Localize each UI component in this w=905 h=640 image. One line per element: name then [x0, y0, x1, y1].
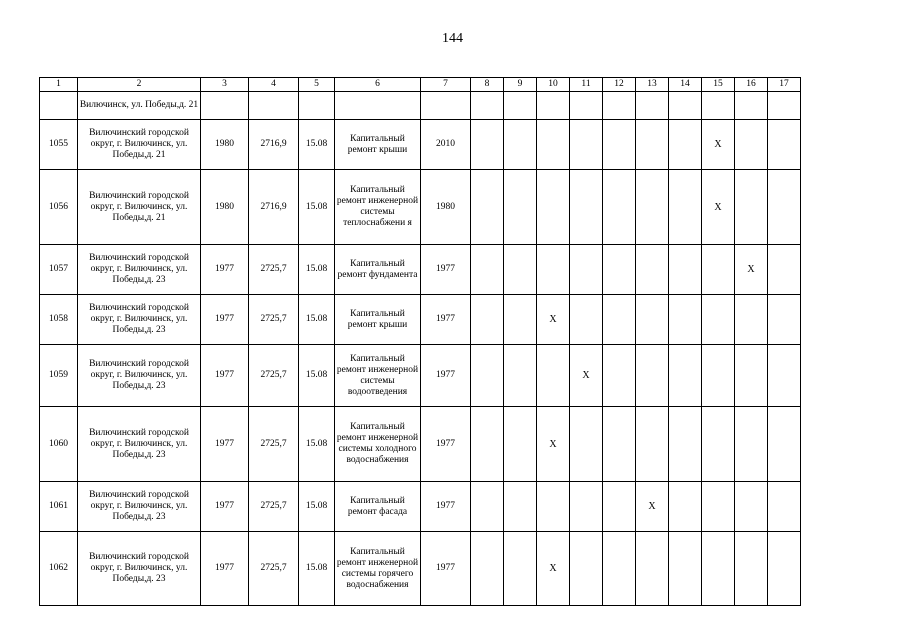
empty-cell [537, 482, 570, 532]
empty-cell [669, 407, 702, 482]
empty-cell [735, 295, 768, 345]
empty-cell [768, 295, 801, 345]
year-cell: 1977 [421, 345, 471, 407]
empty-cell [471, 295, 504, 345]
empty-cell [636, 92, 669, 120]
empty-cell [570, 407, 603, 482]
year-cell: 1977 [421, 407, 471, 482]
row-number-cell: 1059 [40, 345, 78, 407]
table-row [40, 120, 801, 170]
column-number-cell: 7 [421, 78, 471, 92]
build-year-cell: 1977 [201, 295, 249, 345]
empty-cell [768, 532, 801, 606]
column-number-cell: 16 [735, 78, 768, 92]
row-number-cell: 1060 [40, 407, 78, 482]
empty-cell [636, 170, 669, 245]
x-mark-cell: X [537, 407, 570, 482]
empty-cell [471, 482, 504, 532]
empty-cell [504, 407, 537, 482]
row-number-cell: 1062 [40, 532, 78, 606]
row-number-cell: 1056 [40, 170, 78, 245]
column-number-cell: 3 [201, 78, 249, 92]
year-cell: 1977 [421, 295, 471, 345]
table-row [40, 482, 801, 532]
column-number-cell: 8 [471, 78, 504, 92]
work-type-cell [335, 92, 421, 120]
year-cell: 1980 [421, 170, 471, 245]
code-cell [299, 92, 335, 120]
empty-cell [471, 92, 504, 120]
address-cell: Вилючинск, ул. Победы,д. 21 [78, 92, 201, 120]
work-type-cell: Капитальный ремонт инженерной системы холодного водоснабжения [335, 407, 421, 482]
empty-cell [471, 532, 504, 606]
build-year-cell: 1980 [201, 120, 249, 170]
area-cell: 2725,7 [249, 295, 299, 345]
build-year-cell: 1977 [201, 345, 249, 407]
empty-cell [603, 92, 636, 120]
empty-cell [570, 92, 603, 120]
row-number-cell: 1057 [40, 245, 78, 295]
address-cell: Вилючинский городской округ, г. Вилючинск, ул. Победы,д. 21 [78, 120, 201, 170]
empty-cell [702, 532, 735, 606]
empty-cell [702, 407, 735, 482]
table-row [40, 245, 801, 295]
area-cell: 2716,9 [249, 120, 299, 170]
row-number-cell [40, 92, 78, 120]
build-year-cell [201, 92, 249, 120]
empty-cell [537, 345, 570, 407]
x-mark-cell: X [702, 170, 735, 245]
table-row [40, 407, 801, 482]
year-cell: 1977 [421, 482, 471, 532]
empty-cell [636, 120, 669, 170]
empty-cell [669, 120, 702, 170]
empty-cell [603, 170, 636, 245]
area-cell: 2725,7 [249, 245, 299, 295]
empty-cell [603, 532, 636, 606]
column-number-cell: 11 [570, 78, 603, 92]
empty-cell [570, 245, 603, 295]
page-number: 144 [442, 31, 463, 46]
address-cell: Вилючинский городской округ, г. Вилючинск, ул. Победы,д. 23 [78, 345, 201, 407]
empty-cell [735, 407, 768, 482]
empty-cell [636, 295, 669, 345]
empty-cell [471, 345, 504, 407]
column-number-cell: 2 [78, 78, 201, 92]
empty-cell [768, 345, 801, 407]
empty-cell [636, 345, 669, 407]
code-cell: 15.08 [299, 532, 335, 606]
work-type-cell: Капитальный ремонт крыши [335, 295, 421, 345]
row-number-cell: 1055 [40, 120, 78, 170]
x-mark-cell: X [570, 345, 603, 407]
code-cell: 15.08 [299, 345, 335, 407]
table-row [40, 295, 801, 345]
empty-cell [735, 532, 768, 606]
code-cell: 15.08 [299, 295, 335, 345]
empty-cell [702, 345, 735, 407]
empty-cell [603, 120, 636, 170]
empty-cell [537, 170, 570, 245]
code-cell: 15.08 [299, 170, 335, 245]
empty-cell [768, 482, 801, 532]
empty-cell [735, 170, 768, 245]
empty-cell [669, 170, 702, 245]
empty-cell [603, 245, 636, 295]
empty-cell [504, 482, 537, 532]
empty-cell [504, 92, 537, 120]
build-year-cell: 1977 [201, 245, 249, 295]
empty-cell [768, 245, 801, 295]
empty-cell [702, 482, 735, 532]
empty-cell [636, 245, 669, 295]
empty-cell [669, 345, 702, 407]
area-cell: 2725,7 [249, 345, 299, 407]
empty-cell [504, 345, 537, 407]
empty-cell [702, 92, 735, 120]
column-number-cell: 13 [636, 78, 669, 92]
empty-cell [768, 407, 801, 482]
empty-cell [504, 170, 537, 245]
column-number-cell: 15 [702, 78, 735, 92]
empty-cell [504, 532, 537, 606]
empty-cell [669, 295, 702, 345]
work-type-cell: Капитальный ремонт фундамента [335, 245, 421, 295]
area-cell: 2725,7 [249, 532, 299, 606]
code-cell: 15.08 [299, 482, 335, 532]
empty-cell [471, 170, 504, 245]
empty-cell [735, 120, 768, 170]
area-cell: 2725,7 [249, 482, 299, 532]
x-mark-cell: X [537, 295, 570, 345]
empty-cell [735, 482, 768, 532]
empty-cell [570, 295, 603, 345]
empty-cell [603, 295, 636, 345]
empty-cell [537, 92, 570, 120]
empty-cell [504, 295, 537, 345]
build-year-cell: 1977 [201, 532, 249, 606]
empty-cell [768, 120, 801, 170]
area-cell: 2725,7 [249, 407, 299, 482]
code-cell: 15.08 [299, 407, 335, 482]
address-cell: Вилючинский городской округ, г. Вилючинск, ул. Победы,д. 23 [78, 407, 201, 482]
column-number-row [40, 78, 801, 92]
build-year-cell: 1977 [201, 482, 249, 532]
column-number-cell: 5 [299, 78, 335, 92]
column-number-cell: 4 [249, 78, 299, 92]
address-cell: Вилючинский городской округ, г. Вилючинск, ул. Победы,д. 23 [78, 245, 201, 295]
year-cell: 2010 [421, 120, 471, 170]
column-number-cell: 12 [603, 78, 636, 92]
empty-cell [471, 245, 504, 295]
empty-cell [669, 482, 702, 532]
year-cell [421, 92, 471, 120]
column-number-cell: 1 [40, 78, 78, 92]
empty-cell [537, 120, 570, 170]
repair-schedule-table [39, 77, 801, 606]
column-number-cell: 9 [504, 78, 537, 92]
empty-cell [570, 170, 603, 245]
table-row [40, 532, 801, 606]
empty-cell [768, 92, 801, 120]
table-row [40, 170, 801, 245]
work-type-cell: Капитальный ремонт инженерной системы горячего водоснабжения [335, 532, 421, 606]
empty-cell [735, 345, 768, 407]
empty-cell [702, 295, 735, 345]
empty-cell [504, 245, 537, 295]
table-row [40, 92, 801, 120]
empty-cell [669, 245, 702, 295]
empty-cell [603, 407, 636, 482]
column-number-cell: 6 [335, 78, 421, 92]
empty-cell [570, 482, 603, 532]
area-cell: 2716,9 [249, 170, 299, 245]
empty-cell [768, 170, 801, 245]
empty-cell [570, 532, 603, 606]
x-mark-cell: X [702, 120, 735, 170]
x-mark-cell: X [735, 245, 768, 295]
work-type-cell: Капитальный ремонт крыши [335, 120, 421, 170]
empty-cell [702, 245, 735, 295]
address-cell: Вилючинский городской округ, г. Вилючинск, ул. Победы,д. 23 [78, 532, 201, 606]
x-mark-cell: X [537, 532, 570, 606]
empty-cell [669, 92, 702, 120]
table-row [40, 345, 801, 407]
empty-cell [603, 482, 636, 532]
empty-cell [471, 407, 504, 482]
build-year-cell: 1977 [201, 407, 249, 482]
work-type-cell: Капитальный ремонт инженерной системы водоотведения [335, 345, 421, 407]
address-cell: Вилючинский городской округ, г. Вилючинск, ул. Победы,д. 21 [78, 170, 201, 245]
empty-cell [471, 120, 504, 170]
row-number-cell: 1061 [40, 482, 78, 532]
work-type-cell: Капитальный ремонт инженерной системы теплоснабжени я [335, 170, 421, 245]
code-cell: 15.08 [299, 120, 335, 170]
address-cell: Вилючинский городской округ, г. Вилючинск, ул. Победы,д. 23 [78, 482, 201, 532]
empty-cell [669, 532, 702, 606]
empty-cell [570, 120, 603, 170]
year-cell: 1977 [421, 532, 471, 606]
address-cell: Вилючинский городской округ, г. Вилючинск, ул. Победы,д. 23 [78, 295, 201, 345]
empty-cell [636, 532, 669, 606]
column-number-cell: 17 [768, 78, 801, 92]
empty-cell [504, 120, 537, 170]
x-mark-cell: X [636, 482, 669, 532]
empty-cell [735, 92, 768, 120]
work-type-cell: Капитальный ремонт фасада [335, 482, 421, 532]
column-number-cell: 10 [537, 78, 570, 92]
row-number-cell: 1058 [40, 295, 78, 345]
column-number-cell: 14 [669, 78, 702, 92]
area-cell [249, 92, 299, 120]
code-cell: 15.08 [299, 245, 335, 295]
year-cell: 1977 [421, 245, 471, 295]
empty-cell [537, 245, 570, 295]
empty-cell [603, 345, 636, 407]
empty-cell [636, 407, 669, 482]
build-year-cell: 1980 [201, 170, 249, 245]
